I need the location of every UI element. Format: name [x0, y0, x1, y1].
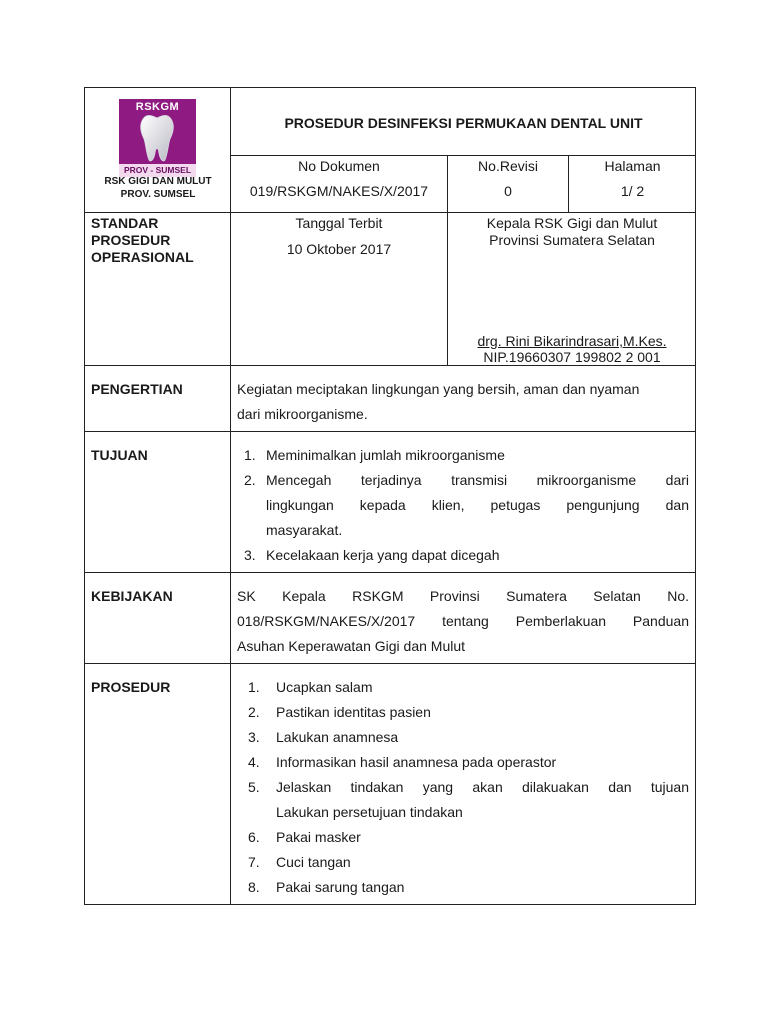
prosedur-item-text: Informasikan hasil anamnesa pada operastor [276, 754, 557, 770]
logo-bottom-text: PROV - SUMSEL [119, 164, 196, 177]
signer-name: drg. Rini Bikarindrasari,M.Kes. [477, 333, 667, 349]
no-dokumen-value: 019/RSKGM/NAKES/X/2017 [249, 183, 429, 199]
tujuan-item-number: 1. [244, 447, 256, 463]
divider [84, 431, 696, 432]
no-revisi-value: 0 [504, 183, 512, 199]
tujuan-item-text: lingkungan kepada klien, petugas pengunjung dan [266, 497, 689, 513]
prosedur-item-number: 6. [248, 829, 260, 845]
prosedur-item-text: Lakukan anamnesa [276, 729, 399, 745]
prosedur-item-text: Lakukan persetujuan tindakan [276, 804, 463, 820]
prosedur-item-number: 5. [248, 779, 260, 795]
rskgm-logo [119, 99, 196, 177]
divider [84, 663, 696, 664]
institution-name-line1: RSK GIGI DAN MULUT [104, 176, 212, 187]
tujuan-item-text: Kecelakaan kerja yang dapat dicegah [266, 547, 500, 563]
no-revisi-label: No.Revisi [478, 158, 538, 174]
prosedur-item-text: Cuci tangan [276, 854, 351, 870]
tujuan-item-text: Meminimalkan jumlah mikroorganisme [266, 447, 505, 463]
kebijakan-label: KEBIJAKAN [91, 588, 173, 604]
institution-name-line2: PROV. SUMSEL [120, 189, 196, 200]
tanggal-terbit-value: 10 Oktober 2017 [286, 241, 392, 257]
tujuan-item-number: 3. [244, 547, 256, 563]
logo-top-text: RSKGM [135, 101, 180, 113]
prosedur-item-number: 2. [248, 704, 260, 720]
prosedur-item-number: 4. [248, 754, 260, 770]
no-dokumen-label: No Dokumen [298, 158, 380, 174]
prosedur-label: PROSEDUR [91, 679, 171, 695]
divider [230, 155, 696, 156]
kepala-line2: Provinsi Sumatera Selatan [489, 232, 655, 248]
prosedur-item-text: Jelaskan tindakan yang akan dilakuakan dan tujuan [276, 779, 689, 795]
prosedur-item-number: 8. [248, 879, 260, 895]
divider [230, 87, 231, 905]
divider [84, 572, 696, 573]
tujuan-label: TUJUAN [91, 447, 148, 463]
pengertian-text-line1: Kegiatan meciptakan lingkungan yang bersih, aman dan nyaman [237, 381, 640, 397]
halaman-label: Halaman [604, 158, 661, 174]
kepala-line1: Kepala RSK Gigi dan Mulut [486, 215, 658, 231]
prosedur-item-number: 1. [248, 679, 260, 695]
document-title: PROSEDUR DESINFEKSI PERMUKAAN DENTAL UNIT [284, 115, 643, 131]
sop-label-line2: PROSEDUR [91, 232, 171, 248]
prosedur-item-text: Pakai sarung tangan [276, 879, 405, 895]
divider [84, 212, 696, 213]
prosedur-item-number: 3. [248, 729, 260, 745]
prosedur-item-text: Pastikan identitas pasien [276, 704, 431, 720]
tujuan-item-number: 2. [244, 472, 256, 488]
halaman-value: 1/ 2 [620, 183, 645, 199]
signer-nip: NIP.19660307 199802 2 001 [483, 349, 661, 365]
kebijakan-text-line3: Asuhan Keperawatan Gigi dan Mulut [237, 638, 466, 654]
pengertian-text-line2: dari mikroorganisme. [237, 406, 368, 422]
sop-label-line1: STANDAR [91, 215, 159, 231]
pengertian-label: PENGERTIAN [91, 381, 183, 397]
kebijakan-text-line1: SK Kepala RSKGM Provinsi Sumatera Selatan No. [237, 588, 689, 604]
prosedur-item-text: Ucapkan salam [276, 679, 373, 695]
tujuan-item-text: masyarakat. [266, 522, 343, 538]
tujuan-item-text: Mencegah terjadinya transmisi mikroorganisme dari [266, 472, 689, 488]
kebijakan-text-line2: 018/RSKGM/NAKES/X/2017 tentang Pemberlakuan Panduan [237, 613, 689, 629]
prosedur-item-text: Pakai masker [276, 829, 361, 845]
tanggal-terbit-label: Tanggal Terbit [295, 215, 383, 231]
tooth-icon [137, 113, 177, 163]
prosedur-item-number: 7. [248, 854, 260, 870]
sop-label-line3: OPERASIONAL [91, 249, 194, 265]
